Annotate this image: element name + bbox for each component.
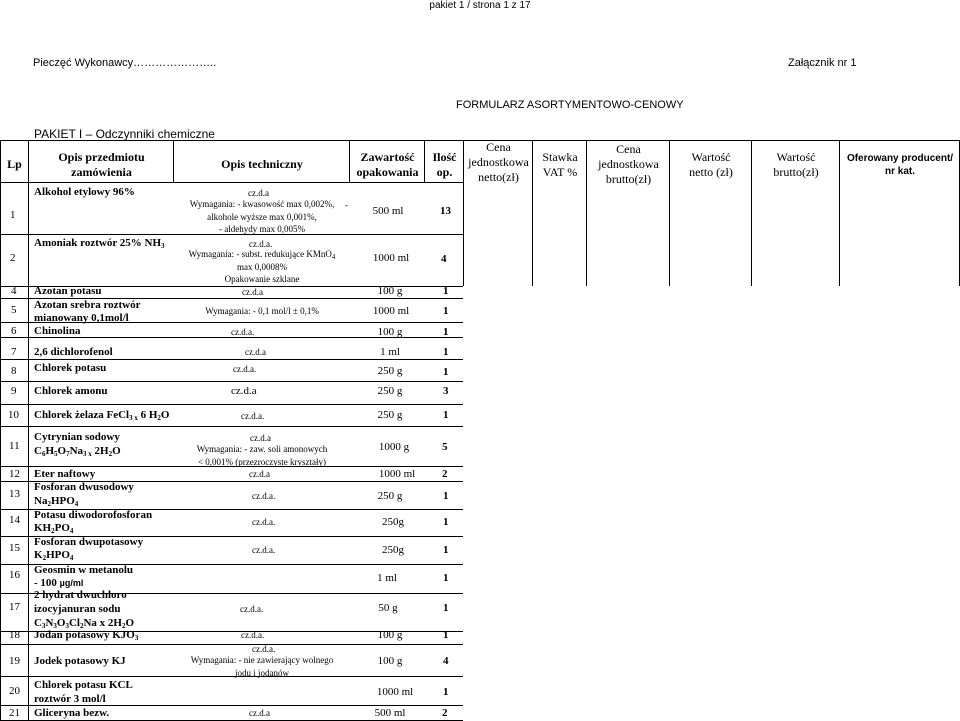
row-7-qty: 1 — [443, 346, 449, 358]
row-1-qty: 13 — [440, 205, 451, 217]
header-gross-value — [752, 150, 840, 180]
row-10-name-sub2: 2 — [157, 414, 161, 422]
header-vat-rate-line2: VAT % — [542, 165, 578, 179]
row-12-content: 1000 ml — [378, 468, 416, 480]
row-13-formula-a: Na — [34, 495, 48, 507]
row-18-name-sub: 3 — [134, 634, 139, 642]
row-14-formula-b: PO — [54, 522, 70, 534]
row-2-req-line1-text: Wymagania: - subst. redukujące KMnO — [188, 249, 332, 259]
row-4-content: 100 g — [377, 285, 403, 297]
row-1-dash: - — [345, 200, 348, 210]
row-11-formula-d: Na — [69, 445, 84, 457]
row-7-content: 1 ml — [380, 346, 400, 358]
row-15-formula-s1: 2 — [42, 554, 47, 562]
row-16-lp: 16 — [9, 569, 20, 581]
header-lp: Lp — [7, 156, 22, 171]
row-11-req-line1: Wymagania: - zaw. soli amonowych — [196, 444, 328, 454]
header-item-name-line2: zamówienia — [71, 165, 132, 179]
row-9-name: Chlorek amonu — [34, 385, 108, 397]
header-net-value-line1: Wartość — [691, 150, 731, 164]
row-17-lp: 17 — [9, 601, 20, 613]
row-11-grade: cz.d.a — [250, 433, 271, 443]
row-19-req-line2: jodu i jodanów — [235, 668, 289, 678]
row-18-grade: cz.d.a. — [241, 630, 265, 640]
row-17-formula-c: O — [56, 617, 66, 629]
row-11-name-line2 — [34, 445, 121, 460]
row-17-formula-e: Na x 2H — [83, 617, 122, 629]
row-7-name: 2,6 dichlorofenol — [34, 346, 113, 358]
row-5-req-line1: Wymagania: - 0,1 mol/l ± 0,1% — [205, 306, 319, 316]
row-1-lp: 1 — [10, 209, 16, 221]
row-10-content: 250 g — [377, 409, 403, 421]
row-18-lp: 18 — [9, 629, 20, 641]
row-16-name-line1: Geosmin w metanolu — [34, 564, 133, 576]
row-17-formula-d: Cl — [68, 617, 80, 629]
row-11-formula-s5: 2 — [108, 450, 113, 458]
row-13-formula-s2: 4 — [74, 500, 79, 508]
row-19-qty: 4 — [443, 655, 449, 667]
row-8-lp: 8 — [11, 365, 17, 377]
row-10-name-tail: 6 H — [137, 409, 158, 421]
row-11-formula-c: O — [57, 445, 67, 457]
row-9-qty: 3 — [443, 385, 449, 397]
row-4-grade: cz.d.a — [242, 287, 263, 297]
row-7-lp: 7 — [11, 346, 17, 358]
row-20-content: 1000 ml — [376, 686, 414, 698]
row-6-grade: cz.d.a. — [231, 327, 255, 337]
row-20-lp: 20 — [9, 685, 20, 697]
header-net-unit-price-line2: jednostkowa — [468, 154, 529, 169]
header-gross-unit-price-line3: brutto(zł) — [605, 171, 652, 186]
row-1-req-line1: Wymagania: - kwasowość max 0,002%, — [189, 199, 335, 209]
row-13-name-line2 — [34, 495, 78, 510]
row-11-formula-a: C — [34, 445, 42, 457]
row-14-qty: 1 — [443, 516, 449, 528]
row-15-name-line2 — [34, 549, 73, 564]
row-4-qty: 1 — [443, 285, 449, 297]
row-13-lp: 13 — [9, 488, 20, 500]
header-technical-description: Opis techniczny — [221, 156, 303, 171]
packet-title: PAKIET I – Odczynniki chemiczne — [34, 127, 215, 141]
row-10-grade: cz.d.a. — [241, 411, 265, 421]
row-8-content: 250 g — [377, 365, 403, 377]
header-package-content — [350, 150, 425, 180]
row-11-req-line2: < 0,001% (przezroczyste kryształy) — [197, 457, 327, 467]
row-6-name: Chinolina — [34, 325, 81, 337]
header-net-unit-price-line3: netto(zł) — [478, 169, 519, 184]
header-item-name-line1: Opis przedmiotu — [58, 150, 145, 164]
header-quantity-line2: op. — [436, 165, 453, 179]
row-15-formula-b: HPO — [46, 549, 70, 561]
page-header: pakiet 1 / strona 1 z 17 — [429, 0, 531, 11]
header-gross-unit-price-line2: jednostkowa — [598, 156, 659, 171]
row-16-qty: 1 — [443, 572, 449, 584]
row-20-qty: 1 — [443, 686, 449, 698]
row-12-grade: cz.d.a — [249, 469, 270, 479]
row-16-name-line2 — [34, 577, 83, 589]
row-11-formula-s4: 3 x — [83, 450, 92, 458]
header-item-name — [29, 150, 174, 180]
row-1-content: 500 ml — [372, 205, 404, 217]
row-5-lp: 5 — [11, 304, 17, 316]
row-1-name: Alkohol etylowy 96% — [34, 186, 135, 198]
row-15-name-line1: Fosforan dwupotasowy — [34, 536, 144, 548]
row-17-name-line2: izocyjanuran sodu — [34, 603, 121, 615]
row-15-qty: 1 — [443, 544, 449, 556]
row-17-content: 50 g — [378, 602, 398, 614]
row-21-lp: 21 — [9, 707, 20, 719]
row-18-qty: 1 — [443, 629, 449, 641]
header-quantity — [425, 150, 464, 180]
row-19-lp: 19 — [9, 655, 20, 667]
row-5-name-line2: mianowany 0,1mol/l — [34, 312, 129, 324]
row-11-content: 1000 g — [378, 441, 410, 453]
row-10-lp: 10 — [8, 409, 19, 421]
row-16-content: 1 ml — [377, 572, 397, 584]
row-17-name-line1: 2 hydrat dwuchloro — [34, 589, 127, 601]
table-grid — [0, 140, 960, 721]
row-13-content: 250 g — [377, 490, 403, 502]
row-15-grade: cz.d.a. — [252, 545, 276, 555]
row-2-name-text: Amoniak roztwór 25% NH — [34, 237, 162, 249]
row-15-content: 250g — [382, 544, 404, 556]
row-8-name: Chlorek potasu — [34, 362, 107, 374]
row-1-grade: cz.d.a — [248, 188, 269, 198]
row-7-grade: cz.d.a — [245, 347, 266, 357]
header-package-content-line2: opakowania — [356, 165, 419, 179]
row-20-name-line2: roztwór 3 mol/l — [34, 693, 106, 705]
row-11-formula-s3: 7 — [66, 450, 70, 458]
row-14-name-line2 — [34, 522, 73, 537]
row-12-lp: 12 — [9, 468, 20, 480]
row-19-name: Jodek potasowy KJ — [34, 655, 126, 667]
row-2-lp: 2 — [10, 252, 16, 264]
row-11-formula-e: 2H — [91, 445, 109, 457]
row-13-name-line1: Fosforan dwusodowy — [34, 481, 134, 493]
header-vat-rate — [533, 150, 587, 180]
row-5-content: 1000 ml — [372, 305, 410, 317]
row-11-qty: 5 — [442, 441, 448, 453]
header-gross-unit-price-line1: Cena — [616, 141, 641, 156]
row-14-lp: 14 — [9, 514, 20, 526]
row-17-formula-s5: 2 — [121, 622, 126, 630]
header-net-unit-price-line1: Cena — [486, 139, 511, 154]
row-8-grade: cz.d.a. — [233, 364, 257, 374]
annex-number: Załącznik nr 1 — [788, 57, 857, 69]
header-net-value-line2: netto (zł) — [689, 165, 733, 179]
row-18-name — [34, 629, 138, 644]
row-17-formula-s4: 2 — [79, 622, 84, 630]
row-13-qty: 1 — [443, 490, 449, 502]
row-17-formula-f: O — [125, 617, 135, 629]
row-19-grade: cz.d.a. — [252, 644, 276, 654]
row-10-name — [34, 409, 169, 424]
row-4-name: Azotan potasu — [34, 285, 102, 297]
row-9-content: 250 g — [377, 385, 403, 397]
row-15-formula-s2: 4 — [69, 554, 74, 562]
row-1-req-line3: - aldehydy max 0,005% — [219, 224, 305, 234]
row-17-qty: 1 — [443, 602, 449, 614]
row-14-name-line1: Potasu diwodorofosforan — [34, 509, 153, 521]
row-6-lp: 6 — [11, 325, 17, 337]
row-2-req-line2: max 0,0008% — [237, 262, 287, 272]
row-17-formula-a: C — [34, 617, 42, 629]
row-21-grade: cz.d.a — [249, 708, 270, 718]
row-11-formula-f: O — [112, 445, 121, 457]
row-18-content: 100 g — [377, 629, 403, 641]
row-10-name-sub1: 3 x — [129, 414, 138, 422]
row-16-name-unit: µg/ml — [59, 578, 84, 588]
row-11-lp: 11 — [9, 440, 20, 452]
header-offered-producer — [840, 150, 960, 180]
header-gross-unit-price — [587, 140, 670, 188]
header-net-value — [670, 150, 752, 180]
row-2-content: 1000 ml — [372, 252, 410, 264]
row-2-name — [34, 237, 165, 252]
row-6-content: 100 g — [377, 326, 403, 338]
header-vat-rate-line1: Stawka — [542, 150, 578, 164]
header-net-unit-price — [464, 138, 533, 186]
row-15-formula-a: K — [34, 549, 43, 561]
row-16-name-value: - 100 — [34, 577, 60, 589]
row-14-formula-s2: 4 — [69, 527, 74, 535]
row-2-qty: 4 — [441, 253, 447, 265]
row-12-qty: 2 — [442, 468, 448, 480]
row-13-grade: cz.d.a. — [252, 491, 276, 501]
row-2-req-line1-sub: 4 — [331, 253, 336, 261]
row-2-name-sub: 3 — [161, 242, 165, 250]
row-20-name-line1: Chlorek potasu KCL — [34, 679, 133, 691]
header-quantity-line1: Ilość — [432, 150, 457, 164]
row-9-grade: cz.d.a — [231, 385, 257, 397]
row-11-formula-b: H — [45, 445, 55, 457]
row-13-formula-b: HPO — [50, 495, 75, 507]
row-19-req-line1: Wymagania: - nie zawierający wolnego — [190, 655, 334, 665]
row-10-name-end: O — [160, 409, 170, 421]
row-15-lp: 15 — [9, 542, 20, 554]
row-11-name-line1: Cytrynian sodowy — [34, 431, 120, 443]
row-12-name: Eter naftowy — [34, 468, 96, 480]
row-14-content: 250g — [382, 516, 404, 528]
row-17-formula-s1: 3 — [41, 622, 46, 630]
row-17-formula-s2: 3 — [53, 622, 57, 630]
row-11-formula-s1: 6 — [41, 450, 46, 458]
row-10-name-text: Chlorek żelaza FeCl — [34, 409, 130, 421]
row-9-lp: 9 — [11, 385, 17, 397]
row-2-grade: cz.d.a. — [249, 239, 273, 249]
row-11-formula-s2: 5 — [54, 450, 58, 458]
row-17-formula-b: N — [45, 617, 54, 629]
header-offered-producer-line2: nr kat. — [884, 166, 915, 177]
row-4-lp: 4 — [11, 285, 17, 297]
row-2-req-line3: Opakowanie szklane — [224, 274, 300, 284]
form-title: FORMULARZ ASORTYMENTOWO-CENOWY — [456, 99, 684, 111]
row-14-formula-s1: 2 — [51, 527, 55, 535]
row-21-content: 500 ml — [374, 707, 406, 719]
row-21-qty: 2 — [442, 707, 448, 719]
header-gross-value-line1: Wartość — [776, 150, 816, 164]
row-6-qty: 1 — [443, 326, 449, 338]
header-offered-producer-line1: Oferowany producent/ — [846, 153, 954, 164]
row-5-qty: 1 — [443, 305, 449, 317]
row-17-formula-s3: 3 — [65, 622, 69, 630]
row-21-name: Gliceryna bezw. — [34, 707, 110, 719]
header-package-content-line1: Zawartość — [360, 150, 415, 164]
row-17-grade: cz.d.a. — [240, 604, 264, 614]
row-2-req-line1 — [174, 249, 350, 263]
row-14-grade: cz.d.a. — [252, 517, 276, 527]
row-1-req-line2: alkohole wyższe max 0,001%, — [207, 212, 317, 222]
row-13-formula-s1: 2 — [47, 500, 51, 508]
row-10-qty: 1 — [443, 409, 449, 421]
row-18-name-text: Jodan potasowy KJO — [34, 629, 135, 641]
row-14-formula-a: KH — [34, 522, 52, 534]
row-8-qty: 1 — [443, 366, 449, 378]
row-19-content: 100 g — [377, 655, 403, 667]
header-gross-value-line2: brutto(zł) — [773, 165, 819, 179]
contractor-stamp: Pieczęć Wykonawcy………………….. — [33, 57, 217, 69]
row-5-name-line1: Azotan srebra roztwór — [34, 299, 141, 311]
